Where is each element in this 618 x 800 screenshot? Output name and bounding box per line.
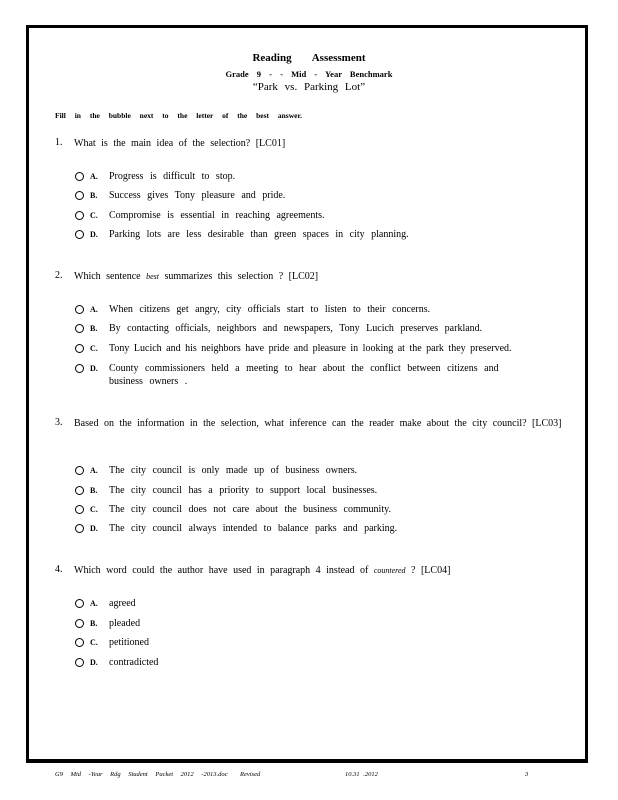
stem-italic: countered — [373, 566, 406, 575]
bubble-icon[interactable] — [75, 599, 84, 608]
stem-text-after: ? [LC04] — [405, 565, 451, 576]
bubble-icon[interactable] — [75, 505, 84, 514]
bubble-icon[interactable] — [75, 619, 84, 628]
bubble-icon[interactable] — [75, 324, 84, 333]
option-text: The city council is only made up of business owners. — [109, 465, 358, 476]
option-text: Success gives Tony pleasure and pride. — [109, 190, 286, 201]
option-letter: A. — [90, 466, 98, 475]
bubble-icon[interactable] — [75, 191, 84, 200]
stem-text: What is the main idea of the selection? [LC01] — [74, 138, 286, 149]
bubble-icon[interactable] — [75, 466, 84, 475]
stem-italic: best — [146, 272, 159, 281]
page-subtitle: Grade 9 - - Mid - Year Benchmark — [225, 69, 393, 79]
option-text: The city council does not care about the business community. — [109, 504, 391, 515]
option-letter: A. — [90, 172, 98, 181]
question-stem — [74, 564, 564, 577]
question-stem — [74, 417, 564, 430]
option-text: pleaded — [109, 618, 141, 629]
page-title: Reading Assessment — [252, 52, 366, 64]
option-letter: C. — [90, 344, 98, 353]
bubble-icon[interactable] — [75, 364, 84, 373]
option-text: Compromise is essential in reaching agreements. — [109, 210, 325, 221]
selection-title: “Park vs. Parking Lot” — [252, 81, 366, 93]
bubble-icon[interactable] — [75, 211, 84, 220]
bubble-icon[interactable] — [75, 638, 84, 647]
footer-date: 10.31 .2012 — [345, 771, 378, 778]
bubble-icon[interactable] — [75, 344, 84, 353]
option-letter: C. — [90, 211, 98, 220]
question-number: 2. — [55, 270, 63, 281]
bubble-icon[interactable] — [75, 305, 84, 314]
question-number: 1. — [55, 137, 63, 148]
option-letter: D. — [90, 364, 98, 373]
option-letter: B. — [90, 324, 98, 333]
option-letter: D. — [90, 658, 98, 667]
footer-filename: G9 Mid -Year Rdg Student Packet 2012 -2013.doc — [55, 771, 228, 778]
option-text: County commissioners held a meeting to hear about the conflict between citizens and business owners . — [109, 363, 499, 387]
option-letter: C. — [90, 638, 98, 647]
bubble-icon[interactable] — [75, 172, 84, 181]
option-text: contradicted — [109, 657, 159, 668]
question-stem — [74, 270, 564, 283]
stem-text: Which sentence — [74, 271, 147, 282]
question-number: 4. — [55, 564, 63, 575]
stem-text: Based on the information in the selection, what inference can the reader make about the city council? [LC03] — [74, 418, 562, 429]
option-letter: C. — [90, 505, 98, 514]
bubble-icon[interactable] — [75, 486, 84, 495]
option-letter: D. — [90, 230, 98, 239]
option-text: Progress is difficult to stop. — [109, 171, 236, 182]
option-text: agreed — [109, 598, 136, 609]
footer-page-number: 3 — [525, 771, 529, 778]
option-letter: A. — [90, 599, 98, 608]
option-text: petitioned — [109, 637, 149, 648]
bubble-icon[interactable] — [75, 658, 84, 667]
option-text: Parking lots are less desirable than green spaces in city planning. — [109, 229, 409, 240]
option-letter: B. — [90, 191, 98, 200]
page-border — [26, 25, 588, 763]
option-letter: A. — [90, 305, 98, 314]
instructions: Fill in the bubble next to the letter of the best answer. — [55, 111, 302, 120]
option-letter: D. — [90, 524, 98, 533]
stem-text-after: summarizes this selection ? [LC02] — [158, 271, 319, 282]
option-letter: B. — [90, 486, 98, 495]
option-text: By contacting officials, neighbors and newspapers, Tony Lucich preserves parkland. — [109, 323, 483, 334]
question-stem — [74, 137, 564, 150]
option-text: The city council always intended to balance parks and parking. — [109, 523, 398, 534]
bubble-icon[interactable] — [75, 230, 84, 239]
footer-revised: Revised — [240, 771, 261, 778]
option-text: Tony Lucich and his neighbors have pride and pleasure in looking at the park they preserved. — [109, 343, 512, 354]
bubble-icon[interactable] — [75, 524, 84, 533]
stem-text: Which word could the author have used in paragraph 4 instead of — [74, 565, 374, 576]
option-text: The city council has a priority to support local businesses. — [109, 485, 378, 496]
option-letter: B. — [90, 619, 98, 628]
question-number: 3. — [55, 417, 63, 428]
option-text: When citizens get angry, city officials start to listen to their concerns. — [109, 304, 431, 315]
